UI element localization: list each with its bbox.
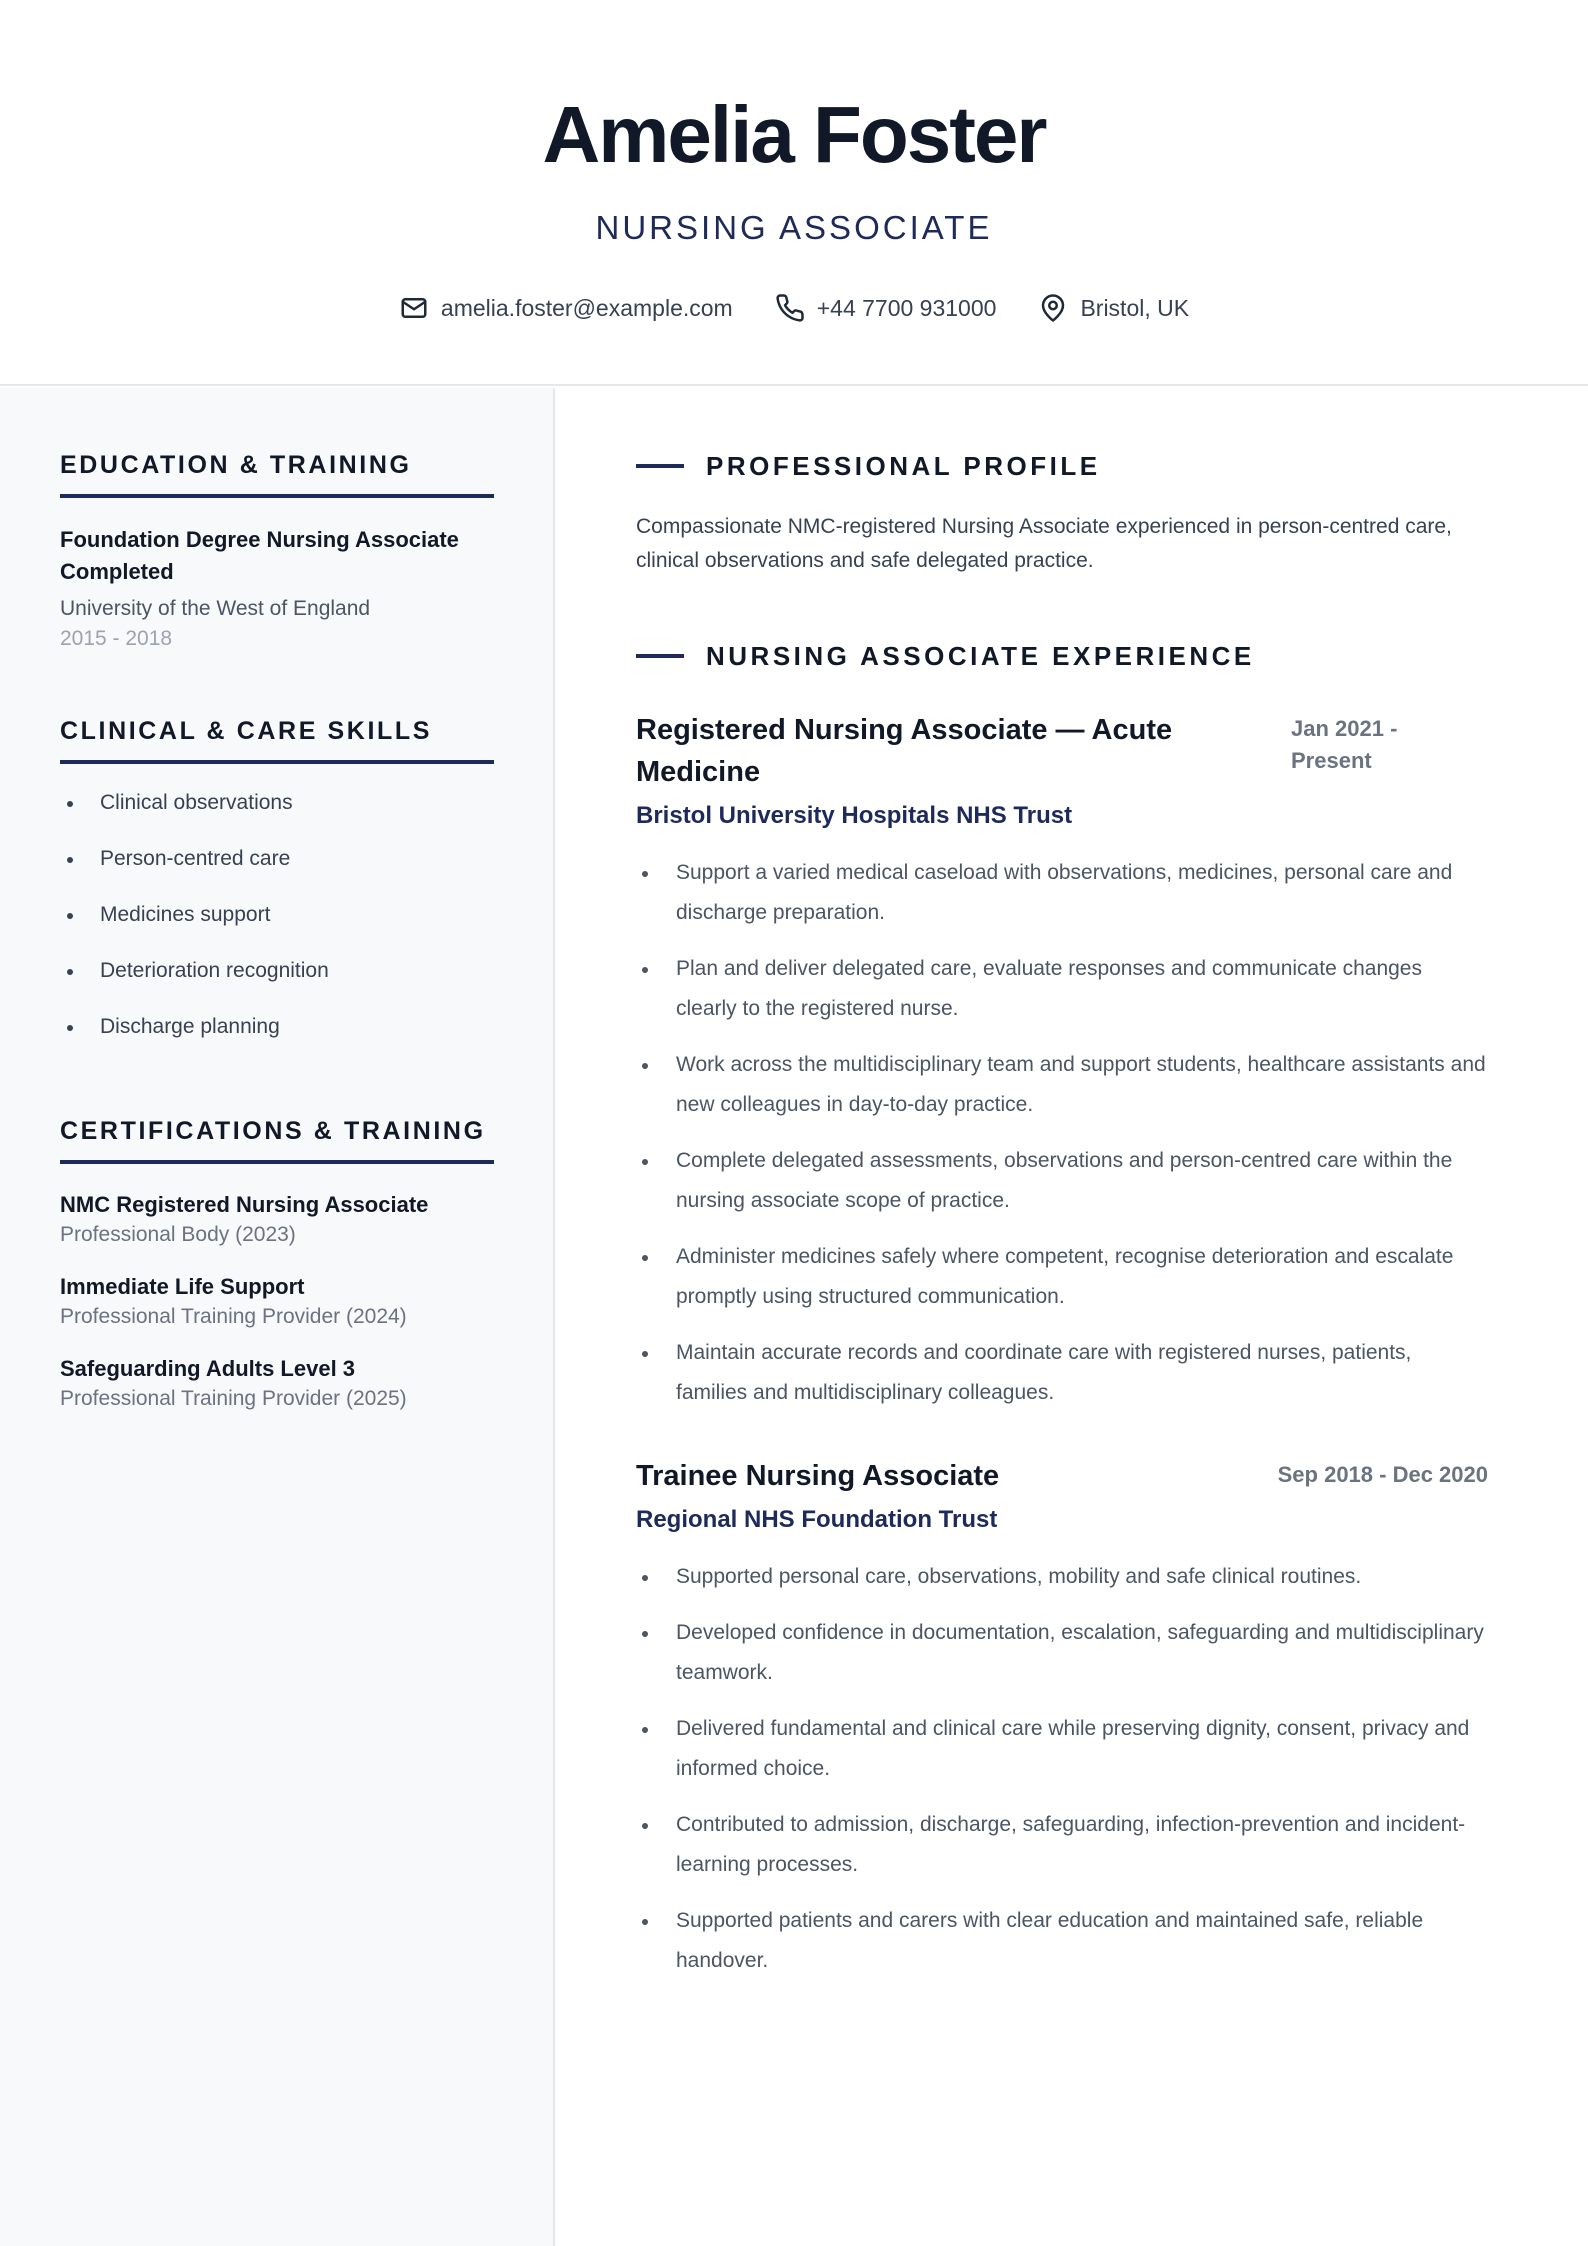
candidate-name: Amelia Foster: [542, 90, 1046, 179]
list-item: [636, 853, 1488, 933]
experience-heading: [636, 640, 1255, 672]
bullet-icon: [642, 1159, 648, 1165]
certification-org: Professional Training Provider (2025): [60, 1387, 407, 1410]
bullet-text: Work across the multidisciplinary team and support students, healthcare assistants and new colleagues in day-to-day practice.: [676, 1053, 1486, 1116]
list-item: [60, 1010, 494, 1066]
bullet-text: Delivered fundamental and clinical care while preserving dignity, consent, privacy and informed choice.: [676, 1717, 1470, 1780]
bullet-icon: [67, 1025, 73, 1031]
list-item: [636, 1901, 1488, 1981]
certification-name: Immediate Life Support: [60, 1274, 305, 1299]
sidebar: [0, 388, 555, 2246]
skill-text: Person-centred care: [100, 847, 291, 870]
bullet-icon: [67, 913, 73, 919]
list-item: [60, 786, 494, 842]
list-item: [636, 949, 1488, 1029]
list-item: [636, 1045, 1488, 1125]
bullet-icon: [642, 1631, 648, 1637]
job-date: Jan 2021 - Present: [1291, 716, 1398, 773]
certification-name: Safeguarding Adults Level 3: [60, 1356, 356, 1381]
bullet-icon: [67, 857, 73, 863]
contact-email[interactable]: [399, 290, 733, 326]
skills-title: CLINICAL & CARE SKILLS: [60, 716, 494, 764]
education-section: [60, 450, 494, 654]
list-item: [636, 1557, 1488, 1597]
certification-item: [60, 1272, 494, 1332]
certifications-title: CERTIFICATIONS & TRAINING: [60, 1116, 494, 1164]
profile-heading: [636, 450, 1101, 482]
bullet-icon: [642, 1575, 648, 1581]
heading-rule: [636, 464, 684, 468]
bullet-icon: [642, 1351, 648, 1357]
location-text: Bristol, UK: [1080, 295, 1190, 321]
skill-text: Discharge planning: [100, 1015, 280, 1038]
resume-header: [0, 0, 1588, 386]
profile-text: Compassionate NMC-registered Nursing Associate experienced in person-centred care, clinical observations and safe delegated practice.: [636, 515, 1452, 572]
email-text: amelia.foster@example.com: [440, 295, 733, 321]
bullet-icon: [642, 1727, 648, 1733]
contact-bar: [0, 290, 1588, 326]
mail-icon: [399, 293, 429, 323]
experience-title: NURSING ASSOCIATE EXPERIENCE: [706, 641, 1255, 671]
certification-org: Professional Body (2023): [60, 1223, 296, 1246]
certification-name: NMC Registered Nursing Associate: [60, 1192, 429, 1217]
job-entry: [636, 709, 1488, 1429]
list-item: [636, 1237, 1488, 1317]
certifications-section: [60, 1116, 494, 1414]
bullet-icon: [67, 969, 73, 975]
bullet-text: Supported patients and carers with clear education and maintained safe, reliable handover.: [676, 1909, 1424, 1972]
certification-item: [60, 1354, 494, 1414]
bullet-icon: [642, 967, 648, 973]
contact-location: [1038, 290, 1189, 326]
candidate-role: NURSING ASSOCIATE: [595, 209, 993, 246]
list-item: [60, 898, 494, 954]
skills-section: [60, 716, 494, 1066]
skill-text: Medicines support: [100, 903, 271, 926]
education-years: 2015 - 2018: [60, 627, 173, 650]
list-item: [636, 1613, 1488, 1693]
job-title: Trainee Nursing Associate: [636, 1460, 1000, 1492]
job-entry: [636, 1455, 1488, 1997]
certification-org: Professional Training Provider (2024): [60, 1305, 407, 1328]
bullet-text: Contributed to admission, discharge, safeguarding, infection-prevention and incident-learning processes.: [676, 1813, 1466, 1876]
contact-phone[interactable]: [775, 290, 997, 326]
list-item: [60, 954, 494, 1010]
list-item: [636, 1709, 1488, 1789]
certification-item: [60, 1190, 494, 1250]
heading-rule: [636, 654, 684, 658]
job-header: [636, 1455, 1488, 1497]
education-degree: Foundation Degree Nursing Associate Completed: [60, 527, 459, 584]
list-item: [60, 842, 494, 898]
bullet-text: Supported personal care, observations, mobility and safe clinical routines.: [676, 1565, 1362, 1588]
bullet-text: Support a varied medical caseload with observations, medicines, personal care and discharge preparation.: [676, 861, 1453, 924]
job-bullets: [636, 1557, 1488, 1981]
phone-text: +44 7700 931000: [816, 295, 997, 321]
bullet-icon: [642, 871, 648, 877]
bullet-icon: [642, 1063, 648, 1069]
education-school: University of the West of England: [60, 597, 371, 620]
list-item: [636, 1141, 1488, 1221]
list-item: [636, 1333, 1488, 1413]
skill-text: Deterioration recognition: [100, 959, 329, 982]
bullet-text: Complete delegated assessments, observations and person-centred care within the nursing associate scope of practice.: [676, 1149, 1453, 1212]
list-item: [636, 1805, 1488, 1885]
bullet-icon: [67, 801, 73, 807]
bullet-text: Developed confidence in documentation, escalation, safeguarding and multidisciplinary teamwork.: [676, 1621, 1484, 1684]
bullet-text: Administer medicines safely where competent, recognise deterioration and escalate promptly using structured communication.: [676, 1245, 1454, 1308]
job-title: Registered Nursing Associate — Acute Medicine: [636, 714, 1173, 788]
education-title: EDUCATION & TRAINING: [60, 450, 494, 498]
skill-text: Clinical observations: [100, 791, 293, 814]
job-bullets: [636, 853, 1488, 1413]
bullet-icon: [642, 1255, 648, 1261]
profile-title: PROFESSIONAL PROFILE: [706, 451, 1101, 481]
job-date: Sep 2018 - Dec 2020: [1277, 1462, 1488, 1487]
phone-icon: [775, 293, 805, 323]
job-organization: Bristol University Hospitals NHS Trust: [636, 802, 1073, 829]
job-organization: Regional NHS Foundation Trust: [636, 1506, 998, 1533]
bullet-icon: [642, 1823, 648, 1829]
skills-list: [60, 786, 494, 1066]
bullet-text: Plan and deliver delegated care, evaluate responses and communicate changes clearly to the registered nurse.: [676, 957, 1422, 1020]
bullet-text: Maintain accurate records and coordinate care with registered nurses, patients, families and multidisciplinary colleagues.: [676, 1341, 1412, 1404]
bullet-icon: [642, 1919, 648, 1925]
job-header: [636, 709, 1488, 793]
map-pin-icon: [1038, 293, 1068, 323]
